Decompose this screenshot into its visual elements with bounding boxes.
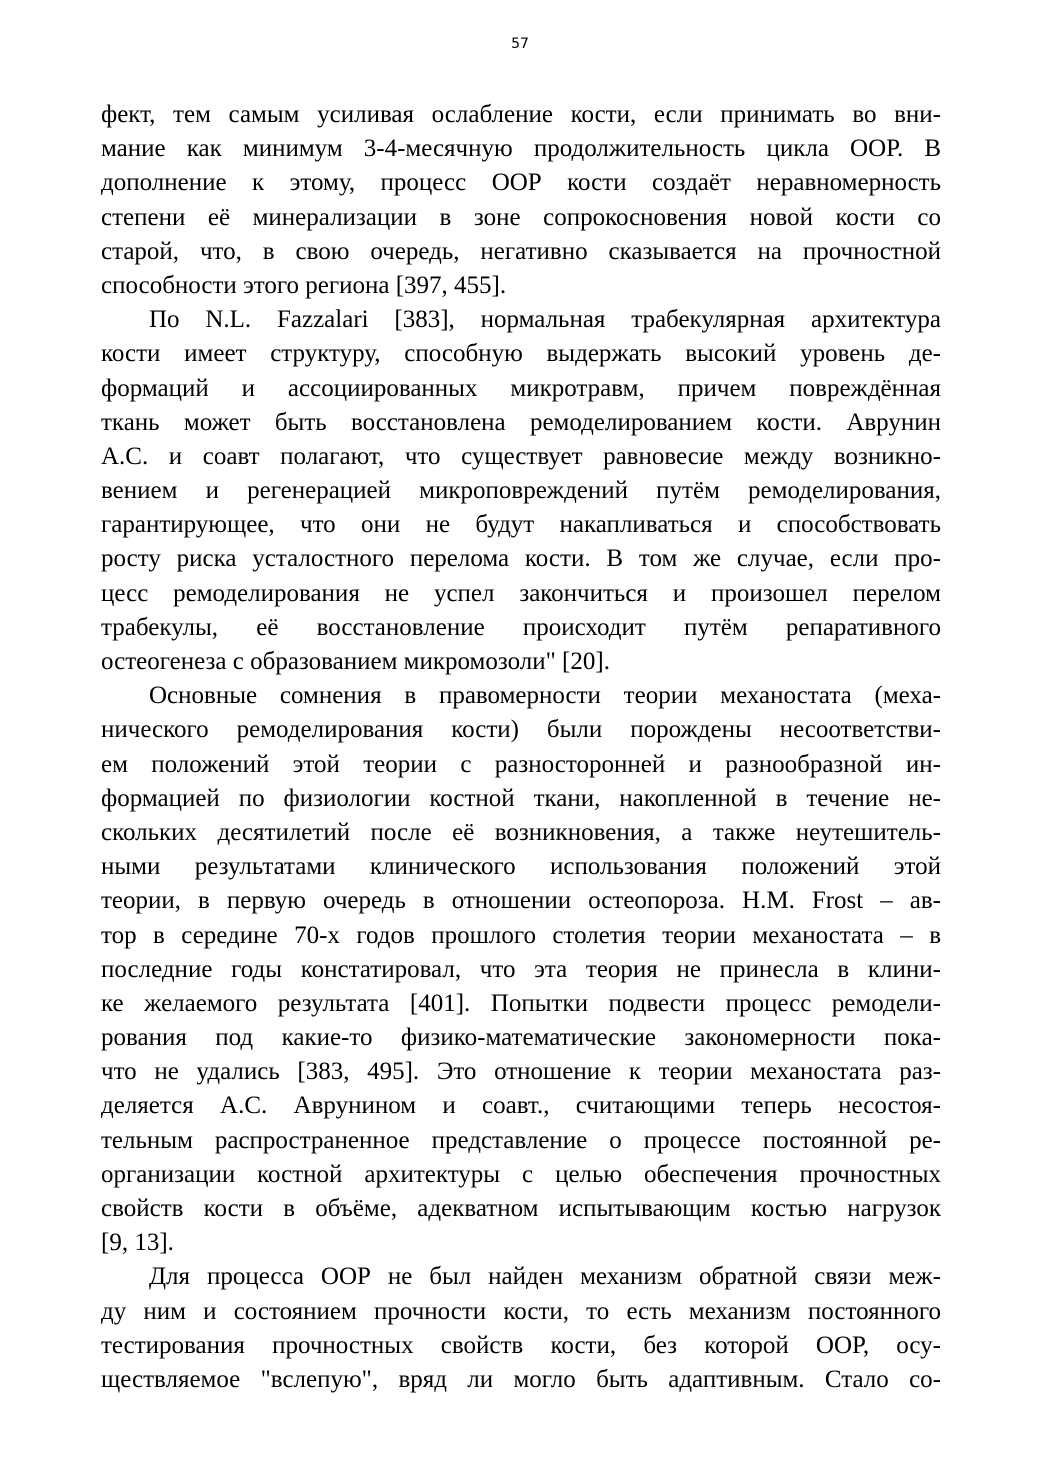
text-line: ем положений этой теории с разносторонней и разнообразной ин- xyxy=(101,750,941,778)
text-line: что не удались [383, 495]. Это отношение к теории механостата раз- xyxy=(101,1058,941,1086)
text-line: росту риска усталостного перелома кости. В том же случае, если про- xyxy=(101,545,941,573)
text-line: формацией по физиологии костной ткани, накопленной в течение не- xyxy=(101,784,941,812)
text-line: фект, тем самым усиливая ослабление кости, если принимать во вни- xyxy=(101,101,941,128)
text-line: ткань может быть восстановлена ремоделированием кости. Аврунин xyxy=(101,408,941,436)
text-line: цесс ремоделирования не успел закончиться и произошел перелом xyxy=(101,579,941,607)
page-number: 57 xyxy=(511,36,529,52)
text-line: По N.L. Fazzalari [383], нормальная трабекулярная архитектура xyxy=(149,306,941,334)
text-line: кости имеет структуру, способную выдержать высокий уровень де- xyxy=(101,340,941,368)
text-line: дополнение к этому, процесс ООР кости создаёт неравномерность xyxy=(101,169,941,197)
text-line: Для процесса ООР не был найден механизм обратной связи меж- xyxy=(149,1263,941,1291)
text-line: Основные сомнения в правомерности теории механостата (меха- xyxy=(149,682,941,710)
text-line: гарантирующее, что они не будут накапливаться и способствовать xyxy=(101,511,941,539)
text-line: организации костной архитектуры с целью обеспечения прочностных xyxy=(101,1160,941,1188)
text-line: теории, в первую очередь в отношении остеопороза. H.M. Frost – ав- xyxy=(101,887,941,915)
text-line: степени её минерализации в зоне сопрокосновения новой кости со xyxy=(101,203,941,231)
text-line: мание как минимум 3-4-месячную продолжительность цикла ООР. В xyxy=(101,135,941,163)
text-line: [9, 13]. xyxy=(101,1229,174,1257)
text-line: ке желаемого результата [401]. Попытки подвести процесс ремодели- xyxy=(101,989,941,1017)
body-text xyxy=(101,98,941,1397)
text-line: способности этого региона [397, 455]. xyxy=(101,271,507,299)
text-line: скольких десятилетий после её возникновения, а также неутешитель- xyxy=(101,818,941,846)
text-line: деляется А.С. Аврунином и соавт., считающими теперь несостоя- xyxy=(101,1092,941,1120)
text-line: вением и регенерацией микроповреждений путём ремоделирования, xyxy=(101,477,941,505)
text-line: рования под какие-то физико-математические закономерности пока- xyxy=(101,1024,941,1052)
text-line: последние годы констатировал, что эта теория не принесла в клини- xyxy=(101,955,941,983)
text-line: ными результатами клинического использования положений этой xyxy=(101,853,941,881)
text-line: тестирования прочностных свойств кости, без которой ООР, осу- xyxy=(101,1331,941,1359)
text-line: трабекулы, её восстановление происходит путём репаративного xyxy=(101,613,941,641)
text-line: ществляемое "вслепую", вряд ли могло быть адаптивным. Стало со- xyxy=(101,1365,941,1393)
text-line: старой, что, в свою очередь, негативно сказывается на прочностной xyxy=(101,237,941,265)
text-line: остеогенеза с образованием микромозоли" [20]. xyxy=(101,648,610,675)
text-line: свойств кости в объёме, адекватном испытывающим костью нагрузок xyxy=(101,1195,941,1222)
text-line: тельным распространенное представление о процессе постоянной ре- xyxy=(101,1126,941,1154)
text-line: нического ремоделирования кости) были порождены несоответстви- xyxy=(101,716,941,744)
text-line: формаций и ассоциированных микротравм, причем повреждённая xyxy=(101,374,941,402)
text-line: ду ним и состоянием прочности кости, то есть механизм постоянного xyxy=(101,1297,941,1325)
text-line: А.С. и соавт полагают, что существует равновесие между возникно- xyxy=(101,442,941,470)
text-line: тор в середине 70-х годов прошлого столетия теории механостата – в xyxy=(101,921,941,949)
